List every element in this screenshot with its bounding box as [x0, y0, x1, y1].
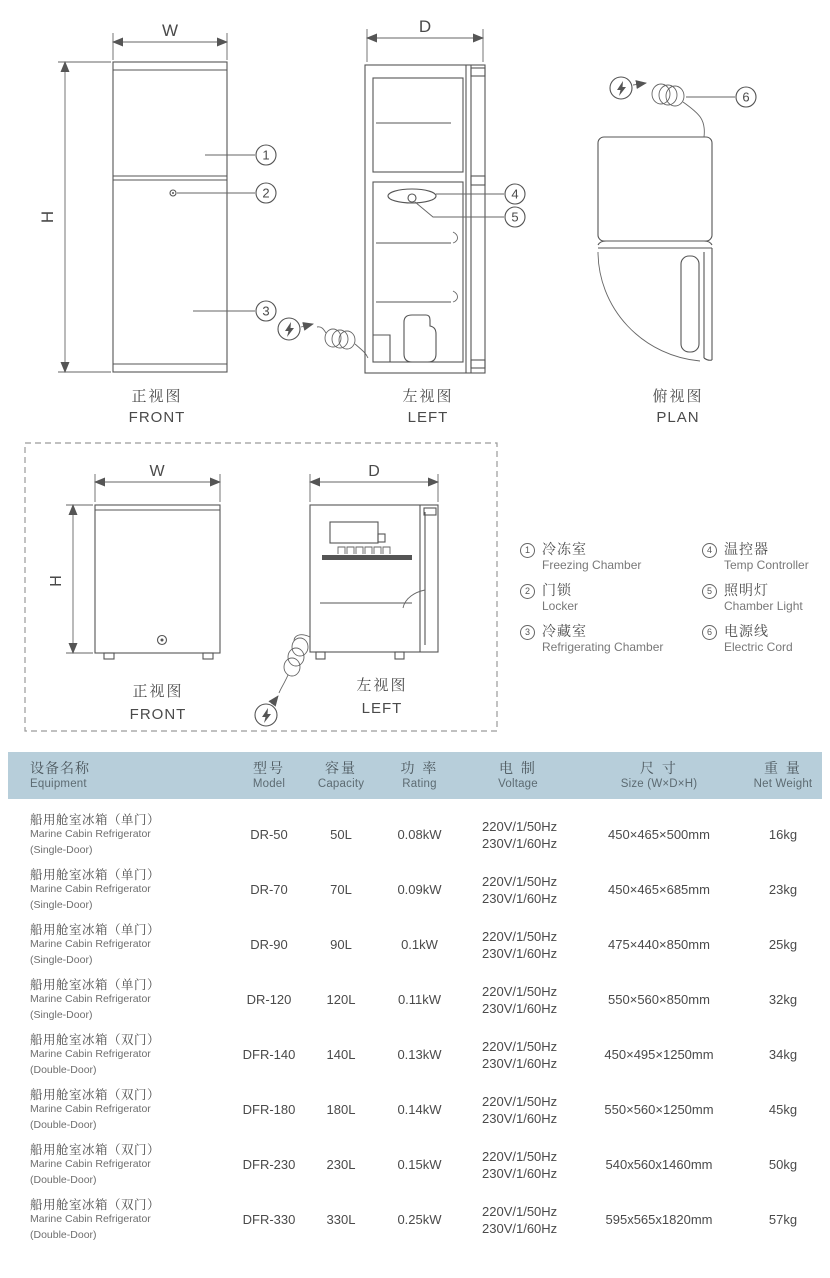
- model-value: DR-50: [250, 827, 288, 842]
- capacity-value: 50L: [330, 827, 352, 842]
- legend-column-2: [702, 541, 830, 664]
- size-value: 450×465×685mm: [608, 882, 710, 897]
- legend-num-2: 2: [520, 584, 535, 599]
- inset-left-label-en: LEFT: [361, 700, 403, 717]
- inset-front-view-drawing: [48, 463, 220, 659]
- weight-value: 34kg: [768, 1047, 798, 1062]
- equipment-cell: [8, 868, 233, 912]
- voltage-line-1: 220V/1/50Hz: [482, 928, 558, 944]
- table-row: [8, 917, 822, 972]
- inset-left-view-drawing: [255, 463, 438, 726]
- inset-left-label-cn: 左视图: [356, 677, 408, 694]
- left-view-drawing: [365, 17, 485, 373]
- header-voltage: 电 制 Voltage: [498, 760, 538, 790]
- equipment-door-type: (Single-Door): [30, 843, 93, 856]
- weight-value: 25kg: [768, 937, 798, 952]
- equipment-cell: [8, 978, 233, 1022]
- plan-view-label-en: PLAN: [656, 409, 700, 426]
- legend-num-1: 1: [520, 543, 535, 558]
- equipment-door-type: (Single-Door): [30, 953, 93, 966]
- size-value: 475×440×850mm: [608, 937, 710, 952]
- header-model: 型号 Model: [252, 760, 286, 790]
- callout-1: [205, 145, 276, 165]
- weight-value: 23kg: [768, 882, 798, 897]
- compressor-shape: [373, 315, 436, 362]
- equipment-name-en: Marine Cabin Refrigerator: [30, 992, 151, 1005]
- equipment-door-type: (Double-Door): [30, 1063, 97, 1076]
- equipment-cell: [8, 1198, 233, 1242]
- voltage-line-2: 230V/1/60Hz: [482, 1165, 558, 1181]
- legend-num-6: 6: [702, 625, 717, 640]
- model-value: DFR-140: [242, 1047, 296, 1062]
- table-row: [8, 1192, 822, 1247]
- legend-num-3: 3: [520, 625, 535, 640]
- callout-3: [193, 301, 276, 321]
- voltage-line-1: 220V/1/50Hz: [482, 1093, 558, 1109]
- rating-value: 0.13kW: [397, 1047, 442, 1062]
- voltage-line-1: 220V/1/50Hz: [482, 818, 558, 834]
- plan-view-label-cn: 俯视图: [652, 388, 704, 405]
- model-value: DFR-230: [242, 1157, 296, 1172]
- rating-value: 0.09kW: [397, 882, 442, 897]
- header-rating: 功 率 Rating: [400, 760, 439, 790]
- inset-front-label-cn: 正视图: [132, 683, 184, 700]
- power-cord-icon: [278, 318, 368, 358]
- equipment-name-en: Marine Cabin Refrigerator: [30, 882, 151, 895]
- equipment-cell: [8, 1088, 233, 1132]
- capacity-value: 180L: [326, 1102, 356, 1117]
- inset-power-cord: [255, 635, 310, 726]
- equipment-name-en: Marine Cabin Refrigerator: [30, 1157, 151, 1170]
- legend-num-4: 4: [702, 543, 717, 558]
- table-row: [8, 862, 822, 917]
- table-row: [8, 1137, 822, 1192]
- equipment-door-type: (Double-Door): [30, 1118, 97, 1131]
- legend-item-locker: 2 门锁 Locker: [520, 582, 688, 614]
- equipment-name-cn: 船用舱室冰箱（单门）: [30, 867, 161, 882]
- callout-5: [415, 202, 525, 227]
- table-row: [8, 1027, 822, 1082]
- voltage-line-1: 220V/1/50Hz: [482, 1148, 558, 1164]
- voltage-cell: [462, 1093, 574, 1127]
- left-view-label-en: LEFT: [407, 409, 449, 426]
- equipment-name-cn: 船用舱室冰箱（双门）: [30, 1087, 161, 1102]
- dim-h-label: H: [38, 210, 57, 224]
- rating-value: 0.14kW: [397, 1102, 442, 1117]
- equipment-door-type: (Single-Door): [30, 1008, 93, 1021]
- svg-text:4: 4: [511, 186, 519, 202]
- equipment-name-cn: 船用舱室冰箱（双门）: [30, 1142, 161, 1157]
- legend-column-1: [520, 541, 688, 664]
- voltage-cell: [462, 928, 574, 962]
- rating-value: 0.25kW: [397, 1212, 442, 1227]
- equipment-door-type: (Double-Door): [30, 1228, 97, 1241]
- equipment-cell: [8, 1033, 233, 1077]
- table-row: [8, 807, 822, 862]
- legend-item-freezing-chamber: 1 冷冻室 Freezing Chamber: [520, 541, 688, 573]
- equipment-door-type: (Single-Door): [30, 898, 93, 911]
- weight-value: 32kg: [768, 992, 798, 1007]
- voltage-cell: [462, 1038, 574, 1072]
- model-value: DFR-180: [242, 1102, 296, 1117]
- inset-front-label-en: FRONT: [129, 706, 187, 723]
- model-value: DR-90: [250, 937, 288, 952]
- header-equipment: 设备名称 Equipment: [30, 760, 90, 790]
- table-row: [8, 1082, 822, 1137]
- voltage-cell: [462, 873, 574, 907]
- voltage-line-1: 220V/1/50Hz: [482, 873, 558, 889]
- size-value: 550×560×1250mm: [604, 1102, 714, 1117]
- capacity-value: 230L: [326, 1157, 356, 1172]
- rating-value: 0.15kW: [397, 1157, 442, 1172]
- equipment-name-cn: 船用舱室冰箱（单门）: [30, 977, 161, 992]
- spec-table: [8, 752, 822, 1247]
- voltage-line-1: 220V/1/50Hz: [482, 1203, 558, 1219]
- top-drawings-svg: [0, 0, 830, 440]
- equipment-cell: [8, 923, 233, 967]
- inset-door-lock-dot: [158, 636, 167, 645]
- plan-view-drawing: [598, 77, 756, 361]
- size-value: 450×495×1250mm: [604, 1047, 714, 1062]
- header-size: 尺 寸 Size (W×D×H): [620, 760, 698, 790]
- weight-value: 45kg: [768, 1102, 798, 1117]
- left-view-label-cn: 左视图: [402, 388, 454, 405]
- legend-item-electric-cord: 6 电源线 Electric Cord: [702, 623, 830, 655]
- voltage-line-2: 230V/1/60Hz: [482, 1000, 558, 1016]
- model-value: DR-120: [246, 992, 292, 1007]
- size-value: 450×465×500mm: [608, 827, 710, 842]
- equipment-name-en: Marine Cabin Refrigerator: [30, 827, 151, 840]
- model-value: DFR-330: [242, 1212, 296, 1227]
- capacity-value: 90L: [330, 937, 352, 952]
- rating-value: 0.1kW: [401, 937, 438, 952]
- size-value: 550×560×850mm: [608, 992, 710, 1007]
- rating-value: 0.11kW: [397, 992, 442, 1007]
- legend-item-chamber-light: 5 照明灯 Chamber Light: [702, 582, 830, 614]
- weight-value: 50kg: [768, 1157, 798, 1172]
- callout-4: [436, 184, 525, 204]
- size-value: 540x560x1460mm: [605, 1157, 713, 1172]
- inset-dim-w-label: W: [149, 463, 165, 480]
- table-row: [8, 972, 822, 1027]
- model-value: DR-70: [250, 882, 288, 897]
- parts-legend: [520, 541, 830, 664]
- front-view-label-en: FRONT: [128, 409, 186, 426]
- voltage-line-2: 230V/1/60Hz: [482, 945, 558, 961]
- svg-text:6: 6: [742, 89, 750, 105]
- svg-text:5: 5: [511, 209, 519, 225]
- svg-text:2: 2: [262, 185, 270, 201]
- legend-item-refrigerating-chamber: 3 冷藏室 Refrigerating Chamber: [520, 623, 688, 655]
- inset-dim-h-label: H: [48, 575, 65, 587]
- capacity-value: 330L: [326, 1212, 356, 1227]
- dim-d-label: D: [418, 17, 432, 36]
- voltage-line-2: 230V/1/60Hz: [482, 1110, 558, 1126]
- ice-cube-tray: [338, 547, 390, 554]
- equipment-name-cn: 船用舱室冰箱（单门）: [30, 922, 161, 937]
- equipment-door-type: (Double-Door): [30, 1173, 97, 1186]
- legend-num-5: 5: [702, 584, 717, 599]
- voltage-cell: [462, 983, 574, 1017]
- door-lock-dot: [170, 190, 176, 196]
- inset-dim-d-label: D: [368, 463, 380, 480]
- spec-table-body: [8, 807, 822, 1247]
- svg-text:1: 1: [262, 147, 270, 163]
- dim-w-label: W: [161, 21, 179, 40]
- voltage-line-1: 220V/1/50Hz: [482, 983, 558, 999]
- capacity-value: 120L: [326, 992, 356, 1007]
- equipment-name-en: Marine Cabin Refrigerator: [30, 1212, 151, 1225]
- equipment-name-cn: 船用舱室冰箱（单门）: [30, 812, 161, 827]
- header-capacity: 容量 Capacity: [317, 760, 365, 790]
- spec-table-header: [8, 752, 822, 799]
- voltage-cell: [462, 818, 574, 852]
- voltage-cell: [462, 1203, 574, 1237]
- size-value: 595x565x1820mm: [605, 1212, 713, 1227]
- legend-item-temp-controller: 4 温控器 Temp Controller: [702, 541, 830, 573]
- equipment-name-en: Marine Cabin Refrigerator: [30, 1102, 151, 1115]
- equipment-name-en: Marine Cabin Refrigerator: [30, 937, 151, 950]
- equipment-name-cn: 船用舱室冰箱（双门）: [30, 1032, 161, 1047]
- voltage-line-2: 230V/1/60Hz: [482, 890, 558, 906]
- dashed-border-box: [25, 443, 497, 731]
- voltage-line-1: 220V/1/50Hz: [482, 1038, 558, 1054]
- power-cord-icon-plan: [610, 77, 704, 137]
- equipment-name-en: Marine Cabin Refrigerator: [30, 1047, 151, 1060]
- voltage-line-2: 230V/1/60Hz: [482, 1220, 558, 1236]
- weight-value: 57kg: [768, 1212, 798, 1227]
- svg-text:3: 3: [262, 303, 270, 319]
- callout-6: [686, 87, 756, 107]
- voltage-line-2: 230V/1/60Hz: [482, 1055, 558, 1071]
- weight-value: 16kg: [768, 827, 798, 842]
- rating-value: 0.08kW: [397, 827, 442, 842]
- voltage-line-2: 230V/1/60Hz: [482, 835, 558, 851]
- front-view-label-cn: 正视图: [131, 388, 183, 405]
- equipment-cell: [8, 813, 233, 857]
- header-weight: 重 量 Net Weight: [753, 760, 813, 790]
- front-view-drawing: [38, 21, 227, 372]
- chamber-light-lamp: [388, 189, 436, 203]
- equipment-cell: [8, 1143, 233, 1187]
- equipment-name-cn: 船用舱室冰箱（双门）: [30, 1197, 161, 1212]
- capacity-value: 70L: [330, 882, 352, 897]
- capacity-value: 140L: [326, 1047, 356, 1062]
- voltage-cell: [462, 1148, 574, 1182]
